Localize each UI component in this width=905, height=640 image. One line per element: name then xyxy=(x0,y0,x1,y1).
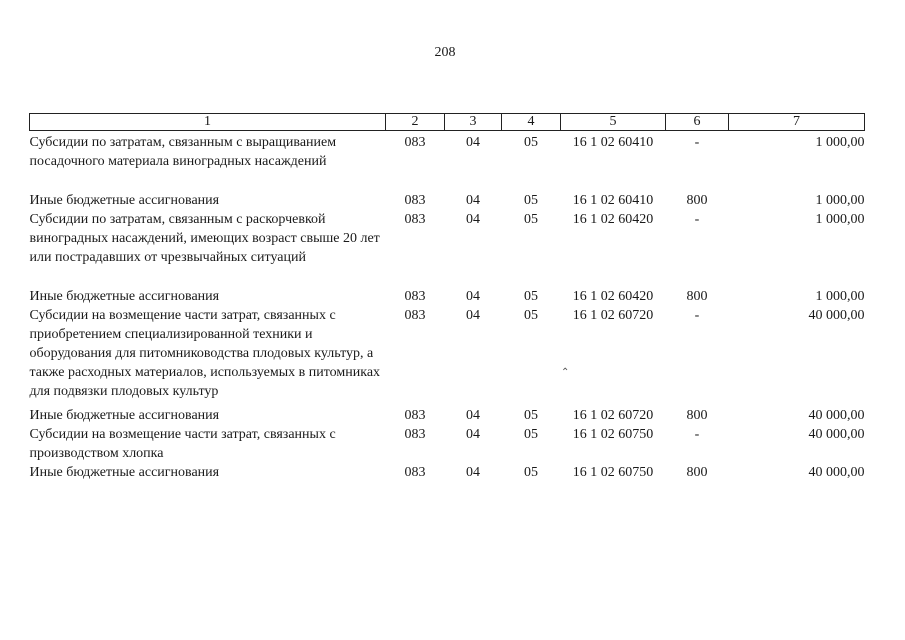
row-code-2: 083 xyxy=(404,289,426,304)
row-name: Иные бюджетные ассигнования xyxy=(29,408,220,423)
row-sum: 40 000,00 xyxy=(808,408,865,423)
row-code-2: 083 xyxy=(404,135,426,150)
row-name: Субсидии по затратам, связанным с выращиванием посадочного материала виноградных насаждений xyxy=(29,135,337,169)
budget-table xyxy=(29,113,865,482)
row-name: Иные бюджетные ассигнования xyxy=(29,465,220,480)
row-code-3: 04 xyxy=(466,212,480,227)
column-header-5: 5 xyxy=(561,114,666,131)
row-code-4: 05 xyxy=(524,408,538,423)
row-code-5: 16 1 02 60410 xyxy=(572,135,654,150)
row-code-6: - xyxy=(694,427,700,442)
table-row xyxy=(30,210,865,267)
row-sum: 40 000,00 xyxy=(808,465,865,480)
row-code-5: 16 1 02 60410 xyxy=(572,193,654,208)
row-code-3: 04 xyxy=(466,408,480,423)
row-code-5: 16 1 02 60750 xyxy=(572,427,654,442)
row-code-4: 05 xyxy=(524,289,538,304)
column-header-6: 6 xyxy=(666,114,729,131)
table-row xyxy=(30,463,865,482)
scan-mark: ⌃ xyxy=(561,367,570,378)
table-row xyxy=(30,306,865,401)
row-code-5: 16 1 02 60750 xyxy=(572,465,654,480)
row-code-5: 16 1 02 60720 xyxy=(572,408,654,423)
row-sum: 1 000,00 xyxy=(815,289,865,304)
row-code-2: 083 xyxy=(404,212,426,227)
header-row xyxy=(30,114,865,131)
row-sum: 40 000,00 xyxy=(808,427,865,442)
table-row xyxy=(30,425,865,463)
column-header-4: 4 xyxy=(502,114,561,131)
row-code-6: 800 xyxy=(686,193,708,208)
row-sum: 1 000,00 xyxy=(815,193,865,208)
row-code-2: 083 xyxy=(404,427,426,442)
row-code-2: 083 xyxy=(404,193,426,208)
row-name: Субсидии на возмещение части затрат, связанных с производством хлопка xyxy=(29,427,336,461)
table-row xyxy=(30,133,865,171)
row-code-3: 04 xyxy=(466,465,480,480)
row-code-6: - xyxy=(694,308,700,323)
row-code-4: 05 xyxy=(524,193,538,208)
row-name: Иные бюджетные ассигнования xyxy=(29,289,220,304)
table-row xyxy=(30,191,865,210)
row-code-6: 800 xyxy=(686,289,708,304)
row-name: Субсидии на возмещение части затрат, связанных с приобретением специализированной техники и оборудования для питомниководства плодовых культур, а также расходных материалов, используемых в питомниках для подвязки плодовых культур xyxy=(29,308,381,399)
row-code-4: 05 xyxy=(524,427,538,442)
row-code-6: 800 xyxy=(686,408,708,423)
row-code-3: 04 xyxy=(466,427,480,442)
row-code-3: 04 xyxy=(466,135,480,150)
row-code-6: - xyxy=(694,135,700,150)
row-code-3: 04 xyxy=(466,193,480,208)
row-code-3: 04 xyxy=(466,289,480,304)
row-code-2: 083 xyxy=(404,408,426,423)
row-code-6: 800 xyxy=(686,465,708,480)
row-code-5: 16 1 02 60420 xyxy=(572,212,654,227)
row-code-4: 05 xyxy=(524,465,538,480)
row-code-4: 05 xyxy=(524,212,538,227)
table-row xyxy=(30,406,865,425)
column-header-3: 3 xyxy=(445,114,502,131)
column-header-7: 7 xyxy=(729,114,865,131)
row-code-2: 083 xyxy=(404,308,426,323)
row-code-5: 16 1 02 60720 xyxy=(572,308,654,323)
row-sum: 1 000,00 xyxy=(815,135,865,150)
column-header-2: 2 xyxy=(386,114,445,131)
row-name: Иные бюджетные ассигнования xyxy=(29,193,220,208)
row-name: Субсидии по затратам, связанным с раскорчевкой виноградных насаждений, имеющих возраст свыше 20 лет или пострадавших от чрезвычайных ситуаций xyxy=(29,212,380,265)
row-sum: 40 000,00 xyxy=(808,308,865,323)
row-code-6: - xyxy=(694,212,700,227)
table-row xyxy=(30,287,865,306)
row-code-3: 04 xyxy=(466,308,480,323)
page-number: 208 xyxy=(434,45,456,60)
row-code-2: 083 xyxy=(404,465,426,480)
row-code-4: 05 xyxy=(524,308,538,323)
row-code-5: 16 1 02 60420 xyxy=(572,289,654,304)
row-code-4: 05 xyxy=(524,135,538,150)
row-sum: 1 000,00 xyxy=(815,212,865,227)
column-header-1: 1 xyxy=(30,114,386,131)
